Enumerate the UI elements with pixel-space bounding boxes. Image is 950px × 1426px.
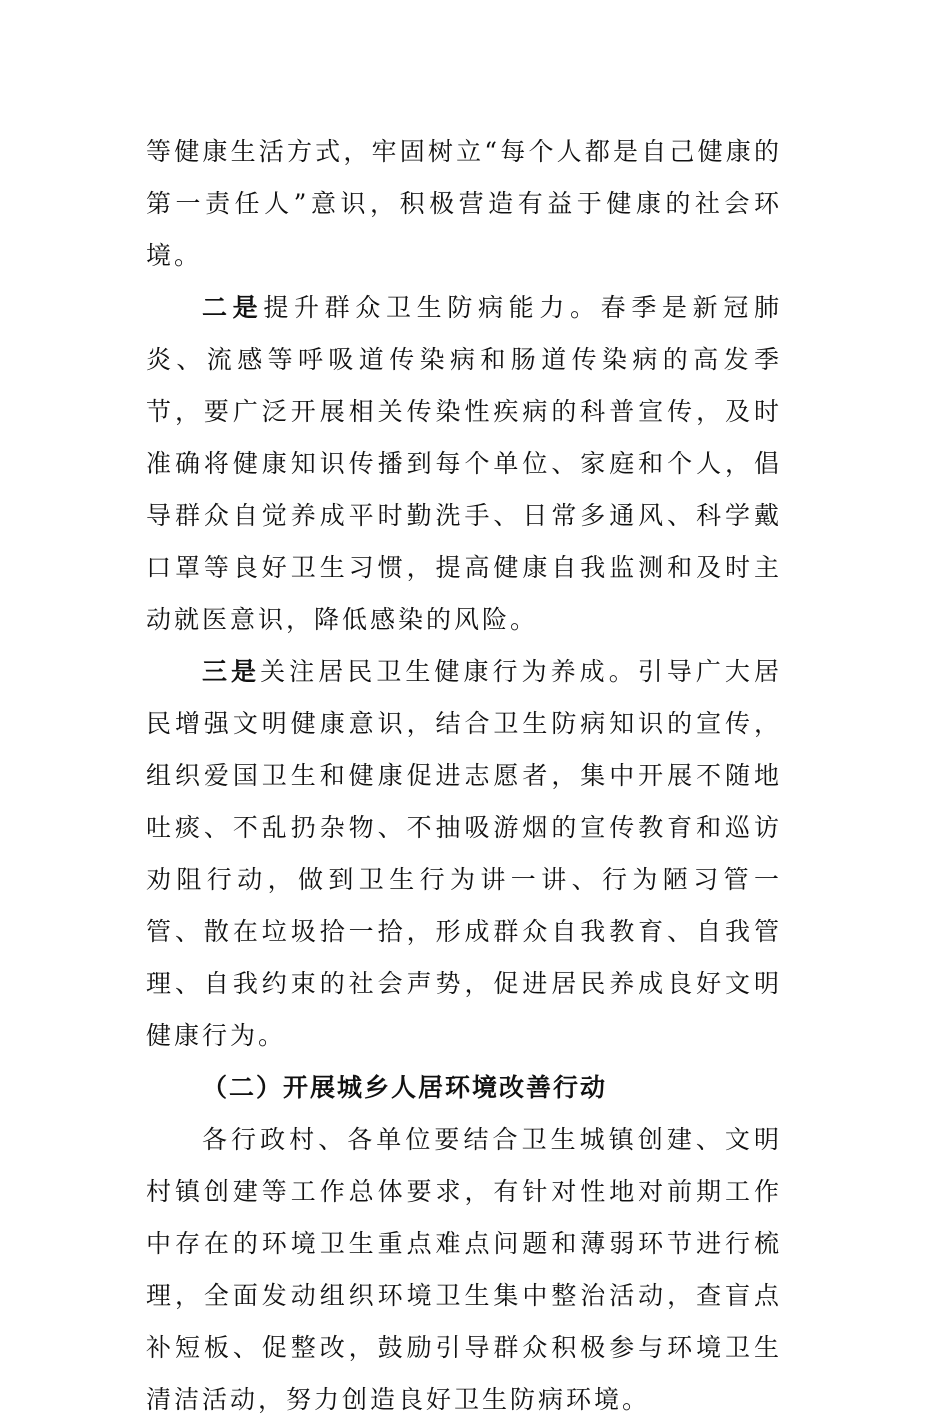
section-paragraph: 各行政村、各单位要结合卫生城镇创建、文明村镇创建等工作总体要求，有针对性地对前期工作中存在的环境卫生重点难点问题和薄弱环节进行梳理，全面发动组织环境卫生集中整治活动，查盲点补短板、促整改，鼓励引导群众积极参与环境卫生清洁活动，努力创造良好卫生防病环境。 xyxy=(146,1125,782,1414)
paragraph-text: 等健康生活方式，牢固树立“每个人都是自己健康的第一责任人”意识，积极营造有益于健康的社会环境。 xyxy=(146,137,782,270)
section-heading: （二）开展城乡人居环境改善行动 xyxy=(202,1073,608,1102)
document-body xyxy=(146,126,782,1426)
paragraph-text: 关注居民卫生健康行为养成。引导广大居民增强文明健康意识，结合卫生防病知识的宣传，组织爱国卫生和健康促进志愿者，集中开展不随地吐痰、不乱扔杂物、不抽吸游烟的宣传教育和巡访劝阻行动，做到卫生行为讲一讲、行为陋习管一管、散在垃圾拾一拾，形成群众自我教育、自我管理、自我约束的社会声势，促进居民养成良好文明健康行为。 xyxy=(146,657,782,1050)
paragraph-item-two xyxy=(146,282,782,646)
paragraph-lead: 三是 xyxy=(202,657,261,686)
paragraph-lead: 二是 xyxy=(202,293,264,322)
paragraph-text: 提升群众卫生防病能力。春季是新冠肺炎、流感等呼吸道传染病和肠道传染病的高发季节，要广泛开展相关传染性疾病的科普宣传，及时准确将健康知识传播到每个单位、家庭和个人，倡导群众自觉养成平时勤洗手、日常多通风、科学戴口罩等良好卫生习惯，提高健康自我监测和及时主动就医意识，降低感染的风险。 xyxy=(146,293,782,634)
paragraph-continuation xyxy=(146,126,782,282)
paragraph-item-three xyxy=(146,646,782,1062)
